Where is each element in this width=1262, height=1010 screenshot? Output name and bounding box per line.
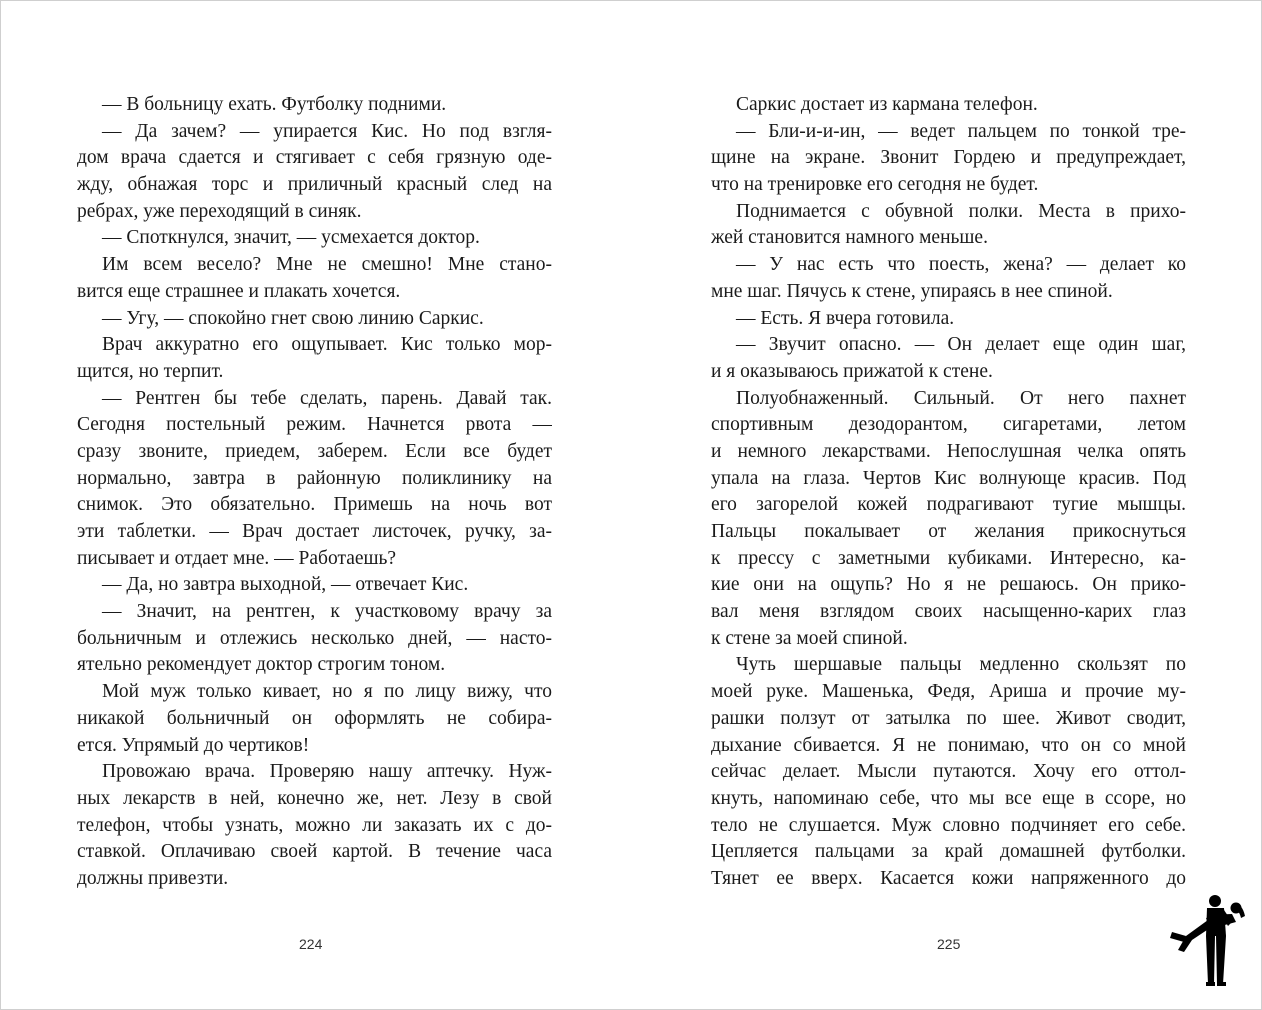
text-line: Цепляется пальцами за край домашней футболки.	[711, 841, 1186, 863]
text-line: вится еще страшнее и плакать хочется.	[77, 280, 401, 302]
text-line: — У нас есть что поесть, жена? — делает ко	[736, 254, 1186, 276]
text-line: мне шаг. Пячусь к стене, упираясь в нее спиной.	[711, 280, 1113, 302]
text-line: — Угу, — спокойно гнет свою линию Саркис.	[102, 307, 484, 329]
text-line: Провожаю врача. Проверяю нашу аптечку. Нуж-	[102, 761, 552, 783]
text-line: — Да зачем? — упирается Кис. Но под взгля-	[102, 120, 552, 142]
text-line: эти таблетки. — Врач достает листочек, ручку, за-	[77, 521, 552, 542]
text-line: и немного лекарствами. Непослушная челка опять	[711, 440, 1186, 462]
text-line: щится, но терпит.	[77, 360, 224, 382]
text-line: кие они на ощупь? Но я не решаюсь. Он прико-	[711, 574, 1186, 596]
text-line: щине на экране. Звонит Гордею и предупреждает,	[711, 147, 1186, 169]
text-line: Саркис достает из кармана телефон.	[736, 94, 1038, 115]
text-line: Чуть шершавые пальцы медленно скользят по	[736, 654, 1186, 676]
text-line: Им всем весело? Мне не смешно! Мне стано-	[102, 254, 552, 276]
text-line: должны привезти.	[77, 867, 229, 889]
right-page-text	[711, 92, 1186, 893]
text-line: — Звучит опасно. — Он делает еще один шаг,	[736, 334, 1186, 356]
text-line: снимок. Это обязательно. Примешь на ночь вот	[77, 494, 552, 516]
text-line: — В больницу ехать. Футболку подними.	[102, 94, 447, 115]
text-line: сразу звоните, приедем, заберем. Если все будет	[77, 440, 552, 462]
text-line: — Споткнулся, значит, — усмехается доктор.	[102, 227, 480, 249]
text-line: к стене за моей спиной.	[711, 627, 908, 649]
text-line: ребрах, уже переходящий в синяк.	[77, 200, 362, 222]
text-line: ставкой. Оплачиваю своей картой. В течение часа	[77, 841, 552, 863]
left-page-number: 224	[299, 936, 323, 952]
right-page-number: 225	[937, 936, 961, 952]
text-line: Сегодня постельный режим. Начнется рвота —	[77, 414, 552, 436]
text-line: дыхание сбивается. Я не понимаю, что он со мной	[711, 734, 1186, 756]
text-line: никакой больничный он оформлять не собира-	[77, 707, 552, 729]
text-line: Мой муж только кивает, но я по лицу вижу, что	[102, 681, 552, 703]
text-line: ятельно рекомендует доктор строгим тоном.	[77, 654, 446, 676]
text-line: его загорелой кожей подрагивают тугие мышцы.	[711, 494, 1186, 516]
text-line: жду, обнажая торс и приличный красный след на	[77, 174, 552, 196]
text-line: ных лекарств в ней, конечно же, нет. Лезу в свой	[77, 787, 552, 809]
text-line: Поднимается с обувной полки. Места в прихо-	[736, 200, 1186, 222]
text-line: спортивным дезодорантом, сигаретами, летом	[711, 414, 1186, 436]
text-line: ется. Упрямый до чертиков!	[77, 734, 310, 756]
text-line: — Есть. Я вчера готовила.	[736, 307, 955, 329]
text-line: сейчас делает. Мысли путаются. Хочу его оттол-	[711, 761, 1186, 783]
text-line: больничным и отлежись несколько дней, — насто-	[77, 627, 552, 649]
text-line: Пальцы покалывает от желания прикоснуться	[711, 521, 1186, 542]
text-line: тело не слушается. Муж словно подчиняет его себе.	[711, 814, 1186, 836]
text-line: моей руке. Машенька, Федя, Ариша и прочие му-	[711, 681, 1186, 703]
text-line: кнуть, напоминаю себе, что мы все еще в ссоре, но	[711, 787, 1186, 809]
text-line: упала на глаза. Чертов Кис волнующе красив. Под	[711, 467, 1186, 489]
text-line: что на тренировке его сегодня не будет.	[711, 174, 1039, 196]
text-line: жей становится намного меньше.	[711, 227, 988, 249]
couple-silhouette-icon	[1166, 892, 1252, 988]
text-line: к прессу с заметными кубиками. Интересно, ка-	[711, 547, 1186, 569]
left-page-text	[77, 92, 552, 893]
text-line: и я оказываюсь прижатой к стене.	[711, 360, 993, 382]
text-line: Тянет ее вверх. Касается кожи напряженного до	[711, 867, 1186, 889]
text-line: нормально, завтра в районную поликлинику на	[77, 467, 552, 489]
text-line: рашки ползут от затылка по шее. Живот сводит,	[711, 707, 1186, 729]
text-line: — Да, но завтра выходной, — отвечает Кис.	[102, 574, 469, 596]
text-line: Полуобнаженный. Сильный. От него пахнет	[736, 387, 1186, 409]
text-line: — Значит, на рентген, к участковому врачу за	[102, 601, 552, 623]
text-line: телефон, чтобы узнать, можно ли заказать их с до-	[77, 814, 552, 836]
text-line: дом врача сдается и стягивает с себя грязную оде-	[77, 147, 552, 169]
text-line: — Рентген бы тебе сделать, парень. Давай так.	[102, 387, 552, 409]
text-line: вал меня взглядом своих насыщенно-карих глаз	[711, 601, 1186, 623]
text-line: писывает и отдает мне. — Работаешь?	[77, 547, 397, 569]
text-line: — Бли-и-и-ин, — ведет пальцем по тонкой тре-	[736, 120, 1186, 142]
text-line: Врач аккуратно его ощупывает. Кис только мор-	[102, 334, 552, 356]
